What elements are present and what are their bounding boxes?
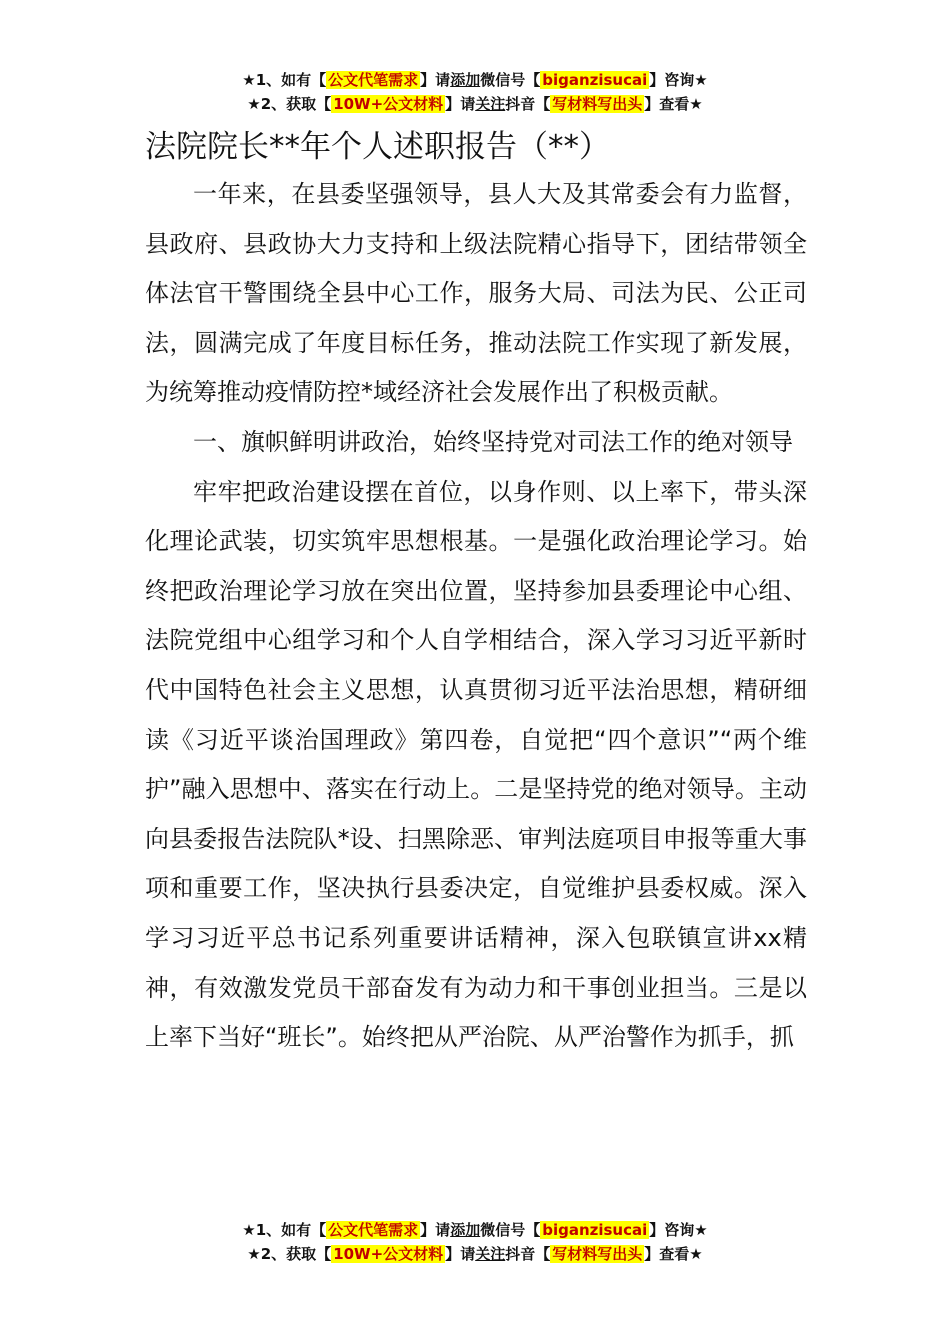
paragraph-intro: 一年来，在县委坚强领导，县人大及其常委会有力监督，县政府、县政协大力支持和上级法院精心指导下，团结带领全体法官干警围绕全县中心工作，服务大局、司法为民、公正司法，圆满完成了年度目标任务，推动法院工作实现了新发展，为统筹推动疫情防控*域经济社会发展作出了积极贡献。 (145, 180, 807, 407)
promo-text: 抖音【 (505, 1245, 551, 1263)
section-heading-1: 一、旗帜鲜明讲政治，始终坚持党对司法工作的绝对领导 (193, 427, 793, 456)
footer-promo-banner (0, 1218, 950, 1266)
promo-text: 】查看★ (644, 1245, 703, 1263)
promo-highlight-service: 公文代笔需求 (328, 1221, 419, 1239)
paragraph-section-1: 牢牢把政治建设摆在首位，以身作则、以上率下，带头深化理论武装，切实筑牢思想根基。一是强化政治理论学习。始终把政治理论学习放在突出位置，坚持参加县委理论中心组、法院党组中心组学习和个人自学相结合，深入学习习近平新时代中国特色社会主义思想，认真贯彻习近平法治思想，精研细读《习近平谈治国理政》第四卷，自觉把“四个意识”“两个维护”融入思想中、落实在行动上。二是坚持党的绝对领导。主动向县委报告法院队*设、扫黑除恶、审判法庭项目申报等重大事项和重要工作，坚决执行县委决定，自觉维护县委权威。深入学习习近平总书记系列重要讲话精神，深入包联镇宣讲xx精神，有效激发党员干部奋发有为动力和干事创业担当。三是以上率下当好“班长”。始终把从严治院、从严治警作为抓手，抓 (145, 477, 807, 1052)
promo-highlight-douyin-id: 写材料写出头 (552, 1245, 643, 1263)
promo-text: 】咨询★ (649, 71, 708, 89)
promo-emphasis: 关注 (475, 95, 506, 113)
header-promo-line-2 (0, 92, 950, 116)
promo-highlight-materials: 10W+公文材料 (333, 95, 444, 113)
promo-text: 抖音【 (505, 95, 551, 113)
promo-highlight-materials: 10W+公文材料 (333, 1245, 444, 1263)
promo-text: 微信号【 (480, 71, 541, 89)
document-title: 法院院长**年个人述职报告（**） (145, 129, 610, 165)
promo-text: ★1、如有【 (242, 71, 327, 89)
header-promo-banner (0, 68, 950, 116)
promo-text: 微信号【 (480, 1221, 541, 1239)
promo-emphasis: 添加 (450, 1221, 481, 1239)
footer-promo-line-1 (0, 1218, 950, 1242)
promo-emphasis: 关注 (475, 1245, 506, 1263)
promo-text: 】查看★ (644, 95, 703, 113)
promo-text: 】请 (445, 95, 476, 113)
promo-text: ★1、如有【 (242, 1221, 327, 1239)
promo-text: 】请 (420, 1221, 451, 1239)
promo-text: 】请 (420, 71, 451, 89)
footer-promo-line-2 (0, 1242, 950, 1266)
promo-text: ★2、获取【 (247, 1245, 332, 1263)
promo-emphasis: 添加 (450, 71, 481, 89)
promo-highlight-wechat-id: biganzisucai (542, 1221, 648, 1239)
promo-highlight-service: 公文代笔需求 (328, 71, 419, 89)
promo-highlight-douyin-id: 写材料写出头 (552, 95, 643, 113)
header-promo-line-1 (0, 68, 950, 92)
promo-text: 】咨询★ (649, 1221, 708, 1239)
document-body (145, 170, 807, 1063)
promo-highlight-wechat-id: biganzisucai (542, 71, 648, 89)
promo-text: 】请 (445, 1245, 476, 1263)
promo-text: ★2、获取【 (247, 95, 332, 113)
